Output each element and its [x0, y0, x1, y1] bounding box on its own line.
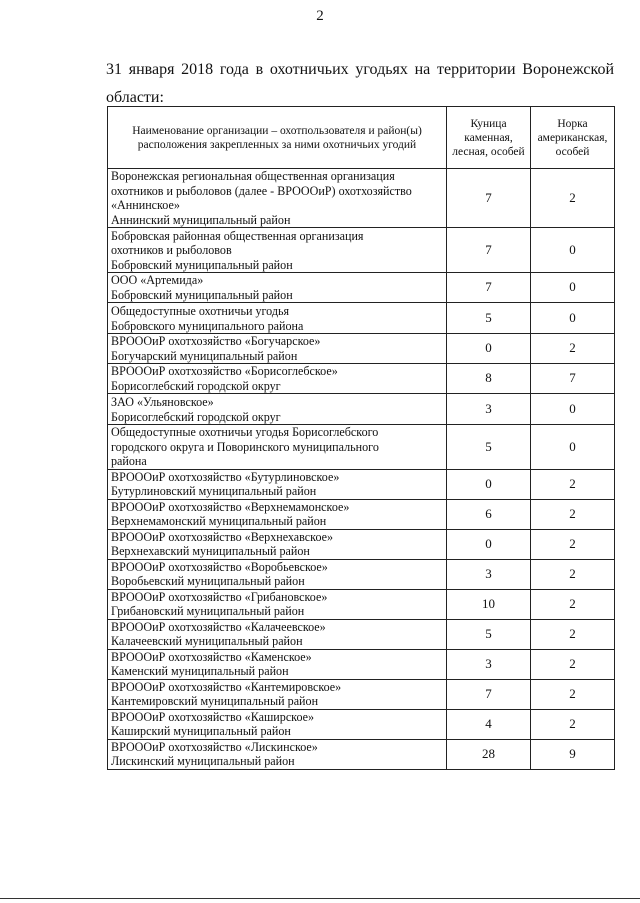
organization-line: ВРОООиР охотхозяйство «Воробьевское»	[111, 559, 328, 574]
organization-line: Воробьевский муниципальный район	[111, 574, 305, 588]
kunitsa-count-cell: 5	[447, 425, 531, 470]
kunitsa-count-cell: 4	[447, 709, 531, 739]
table-row	[108, 303, 615, 334]
norka-count-cell: 0	[531, 273, 615, 303]
organization-cell	[108, 619, 447, 649]
norka-count-cell: 2	[531, 529, 615, 559]
organization-line: ВРОООиР охотхозяйство «Бутурлиновское»	[111, 469, 340, 484]
organization-line: Общедоступные охотничьи угодья Борисоглебского	[111, 425, 379, 439]
kunitsa-count-cell: 28	[447, 739, 531, 769]
kunitsa-count-cell: 3	[447, 649, 531, 679]
organization-line: Аннинский муниципальный район	[111, 212, 291, 227]
organization-cell	[108, 709, 447, 739]
header-kunitsa: Куница каменная, лесная, особей	[447, 107, 531, 169]
norka-count-cell: 0	[531, 228, 615, 273]
kunitsa-count-cell: 3	[447, 394, 531, 425]
organization-line: ЗАО «Ульяновское»	[111, 395, 214, 409]
kunitsa-count-cell: 7	[447, 273, 531, 303]
norka-count-cell: 0	[531, 425, 615, 470]
organization-line: Воронежская региональная общественная организация	[111, 169, 395, 183]
table-row	[108, 273, 615, 303]
organization-line: Борисоглебский городской округ	[111, 409, 281, 424]
organization-line: района	[111, 454, 147, 468]
organization-line: ВРОООиР охотхозяйство «Калачеевское»	[111, 619, 326, 634]
organization-cell	[108, 425, 447, 470]
table-row	[108, 559, 615, 589]
organization-line: ВРОООиР охотхозяйство «Лискинское»	[111, 739, 318, 754]
organization-cell	[108, 469, 447, 499]
norka-count-cell: 2	[531, 679, 615, 709]
table-row	[108, 589, 615, 619]
page-bottom-rule	[0, 898, 640, 899]
organization-line: ВРОООиР охотхозяйство «Верхнехавское»	[111, 529, 334, 544]
organization-cell	[108, 559, 447, 589]
table-row	[108, 739, 615, 769]
table-row	[108, 709, 615, 739]
table-row	[108, 529, 615, 559]
norka-count-cell: 0	[531, 394, 615, 425]
header-norka: Норка американская, особей	[531, 107, 615, 169]
table-row	[108, 469, 615, 499]
intro-line-1: 31 января 2018 года в охотничьих угодьях на территории Воронежской	[106, 61, 614, 78]
organization-cell	[108, 334, 447, 364]
norka-count-cell: 2	[531, 589, 615, 619]
organization-line: Бобровский муниципальный район	[111, 257, 293, 272]
kunitsa-count-cell: 0	[447, 334, 531, 364]
kunitsa-count-cell: 3	[447, 559, 531, 589]
table-row	[108, 499, 615, 529]
organization-line: Общедоступные охотничьи угодья	[111, 304, 290, 318]
table-row	[108, 394, 615, 425]
organization-line: Борисоглебский городской округ	[111, 378, 281, 393]
norka-count-cell: 2	[531, 619, 615, 649]
organization-line: Кантемировский муниципальный район	[111, 694, 319, 708]
table-row	[108, 679, 615, 709]
organization-line: ВРОООиР охотхозяйство «Каширское»	[111, 709, 315, 724]
norka-count-cell: 2	[531, 469, 615, 499]
organization-line: ВРОООиР охотхозяйство «Грибановское»	[111, 589, 328, 604]
norka-count-cell: 2	[531, 649, 615, 679]
organization-line: Верхнемамонский муниципальный район	[111, 514, 327, 528]
norka-count-cell: 2	[531, 499, 615, 529]
intro-paragraph	[106, 56, 614, 112]
kunitsa-count-cell: 8	[447, 364, 531, 394]
kunitsa-count-cell: 5	[447, 303, 531, 334]
table-row	[108, 649, 615, 679]
table-row	[108, 425, 615, 470]
organization-line: ВРОООиР охотхозяйство «Каменское»	[111, 649, 312, 664]
organization-cell	[108, 303, 447, 334]
organization-cell	[108, 169, 447, 228]
table-header-row	[108, 107, 615, 169]
organization-line: Каменский муниципальный район	[111, 664, 289, 678]
organization-line: ВРОООиР охотхозяйство «Богучарское»	[111, 334, 321, 348]
organization-line: Бобровская районная общественная организация	[111, 228, 364, 243]
kunitsa-count-cell: 7	[447, 169, 531, 228]
organization-line: ВРОООиР охотхозяйство «Верхнемамонское»	[111, 499, 350, 514]
table-body	[108, 169, 615, 770]
organization-line: Богучарский муниципальный район	[111, 348, 298, 363]
norka-count-cell: 9	[531, 739, 615, 769]
organization-line: Калачеевский муниципальный район	[111, 634, 303, 648]
table-row	[108, 334, 615, 364]
organization-line: Бобровский муниципальный район	[111, 287, 293, 302]
table-row	[108, 228, 615, 273]
organization-line: Верхнехавский муниципальный район	[111, 544, 310, 558]
kunitsa-count-cell: 10	[447, 589, 531, 619]
organization-line: Лискинский муниципальный район	[111, 754, 295, 768]
norka-count-cell: 7	[531, 364, 615, 394]
page-number: 2	[316, 8, 324, 24]
organization-cell	[108, 679, 447, 709]
organization-cell	[108, 273, 447, 303]
kunitsa-count-cell: 6	[447, 499, 531, 529]
organization-line: Бобровского муниципального района	[111, 318, 304, 333]
organization-cell	[108, 589, 447, 619]
table-row	[108, 169, 615, 228]
hunting-grounds-table	[107, 106, 615, 770]
intro-line-2: области:	[106, 89, 164, 106]
organization-line: Бутурлиновский муниципальный район	[111, 484, 317, 498]
organization-line: городского округа и Поворинского муниципального	[111, 439, 379, 454]
organization-line: «Аннинское»	[111, 198, 180, 212]
organization-line: Грибановский муниципальный район	[111, 604, 305, 618]
norka-count-cell: 2	[531, 169, 615, 228]
organization-cell	[108, 364, 447, 394]
norka-count-cell: 2	[531, 709, 615, 739]
norka-count-cell: 0	[531, 303, 615, 334]
kunitsa-count-cell: 0	[447, 469, 531, 499]
organization-line: охотников и рыболовов (далее - ВРОООиР) охотхозяйство	[111, 183, 412, 198]
organization-cell	[108, 739, 447, 769]
organization-cell	[108, 529, 447, 559]
organization-cell	[108, 649, 447, 679]
kunitsa-count-cell: 5	[447, 619, 531, 649]
kunitsa-count-cell: 7	[447, 228, 531, 273]
organization-line: ВРОООиР охотхозяйство «Кантемировское»	[111, 679, 342, 694]
kunitsa-count-cell: 0	[447, 529, 531, 559]
organization-cell	[108, 394, 447, 425]
organization-line: охотников и рыболовов	[111, 243, 232, 257]
organization-line: ООО «Артемида»	[111, 273, 204, 287]
norka-count-cell: 2	[531, 559, 615, 589]
table-row	[108, 619, 615, 649]
norka-count-cell: 2	[531, 334, 615, 364]
header-organization: Наименование организации – охотпользователя и район(ы) расположения закрепленных за ними охотничьих угодий	[108, 107, 447, 169]
kunitsa-count-cell: 7	[447, 679, 531, 709]
organization-line: ВРОООиР охотхозяйство «Борисоглебское»	[111, 364, 338, 378]
organization-line: Каширский муниципальный район	[111, 724, 291, 738]
organization-cell	[108, 228, 447, 273]
organization-cell	[108, 499, 447, 529]
table-row	[108, 364, 615, 394]
